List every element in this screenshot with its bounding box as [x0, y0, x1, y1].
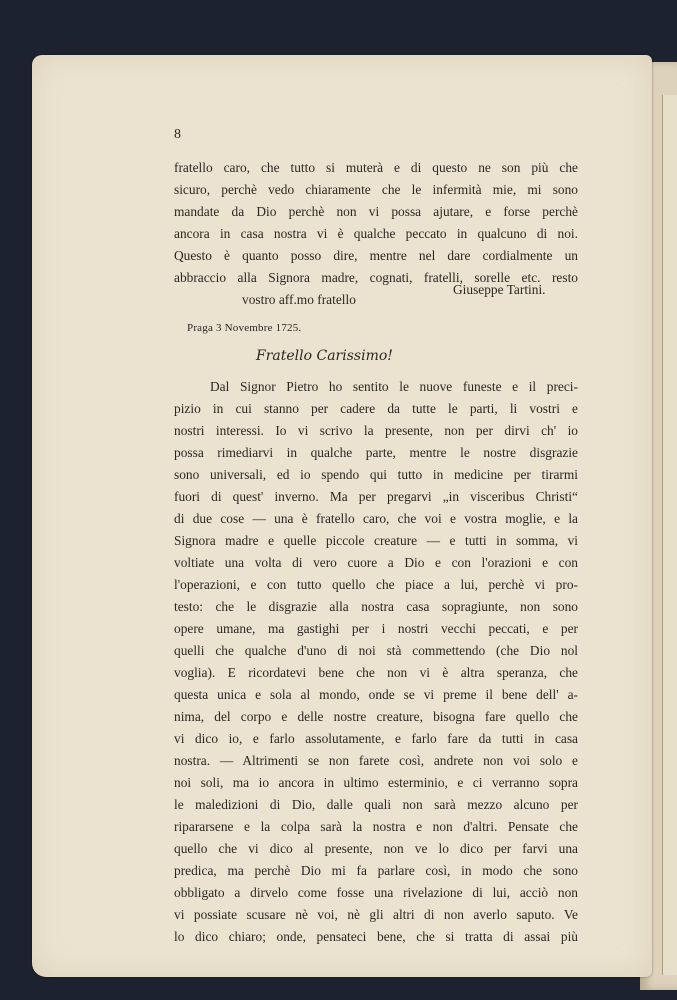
text-line: noi soli, ma io ancora in ultimo esterminio, e ci verranno sopra: [174, 775, 578, 790]
text-line: Questo è quanto posso dire, mentre nel dare cordialmente un: [174, 248, 578, 263]
text-line: vi dico io, e farlo assolutamente, e farlo fare da tutti in casa: [174, 731, 578, 746]
text-line: voltiate una volta di vero cuore a Dio e con l'orazioni e con: [174, 555, 578, 570]
text-line: predica, ma perchè Dio mi fa parlare così, in modo che sono: [174, 863, 578, 878]
signature: Giuseppe Tartini.: [453, 282, 546, 297]
text-line: pizio in cui stanno per cadere da tutte le parti, li vostri e: [174, 401, 578, 416]
text-line: di due cose — una è fratello caro, che voi e vostra moglie, e la: [174, 511, 578, 526]
text-line: fuori di quest' inverno. Ma per pregarvi „in visceribus Christi“: [174, 489, 578, 504]
text-line: vi possiate scusare nè voi, nè gli altri di non averlo saputo. Ve: [174, 907, 578, 922]
text-line: sicuro, perchè vedo chiaramente che le infermità mie, mi sono: [174, 182, 578, 197]
text-line: sono universali, ed io spendo qui tutto in medicine per tirarmi: [174, 467, 578, 482]
text-line: l'operazioni, e con tutto quello che piace a lui, perchè vi pro-: [174, 577, 578, 592]
text-line: vostro aff.mo fratello: [242, 292, 356, 307]
text-line: quello che vi dico al presente, non ve lo dico per farvi una: [174, 841, 578, 856]
text-line: Dal Signor Pietro ho sentito le nuove funeste e il preci-: [210, 379, 578, 394]
text-line: obbligato a dirvelo come fosse una rivelazione di lui, acciò non: [174, 885, 578, 900]
text-line: ripararsene e la colpa sarà la nostra e non d'altri. Pensate che: [174, 819, 578, 834]
page-number: 8: [174, 127, 181, 142]
text-line: questa unica e sola al mondo, onde se vi preme il bene dell' a-: [174, 687, 578, 702]
text-line: Signora madre e quelle piccole creature — e tutti in somma, vi: [174, 533, 578, 548]
salutation: Fratello Carissimo!: [256, 348, 393, 364]
text-line: le maledizioni di Dio, dalle quali non sarà mezzo alcuno per: [174, 797, 578, 812]
text-line: possa rimediarvi in qualche parte, mentre le nostre disgrazie: [174, 445, 578, 460]
text-line: mandate da Dio perchè non vi possa ajutare, e forse perchè: [174, 204, 578, 219]
text-line: nima, del corpo e delle nostre creature, bisogna fare quello che: [174, 709, 578, 724]
dateline: Praga 3 Novembre 1725.: [187, 322, 302, 334]
text-line: opere umane, ma gastighi per i nostri vecchi peccati, e per: [174, 621, 578, 636]
text-line: quelli che qualche d'uno di noi stà commettendo (che Dio nol: [174, 643, 578, 658]
text-line: ancora in casa nostra vi è qualche peccato in qualcuno di noi.: [174, 226, 578, 241]
text-line: nostra. — Altrimenti se non farete così, andrete non voi solo e: [174, 753, 578, 768]
text-line: testo: che le disgrazie alla nostra casa sopragiunte, non sono: [174, 599, 578, 614]
text-line: nostri interessi. Io vi scrivo la presente, non per dirvi ch' io: [174, 423, 578, 438]
text-line: voglia). E ricordatevi bene che non vi è altra speranza, che: [174, 665, 578, 680]
text-line: abbraccio alla Signora madre, cognati, fratelli, sorelle etc. resto: [174, 270, 578, 285]
text-line: fratello caro, che tutto si muterà e di questo ne son più che: [174, 160, 578, 175]
underlying-page-fold: [662, 95, 677, 975]
text-line: lo dico chiaro; onde, pensateci bene, che si tratta di assai più: [174, 929, 578, 944]
